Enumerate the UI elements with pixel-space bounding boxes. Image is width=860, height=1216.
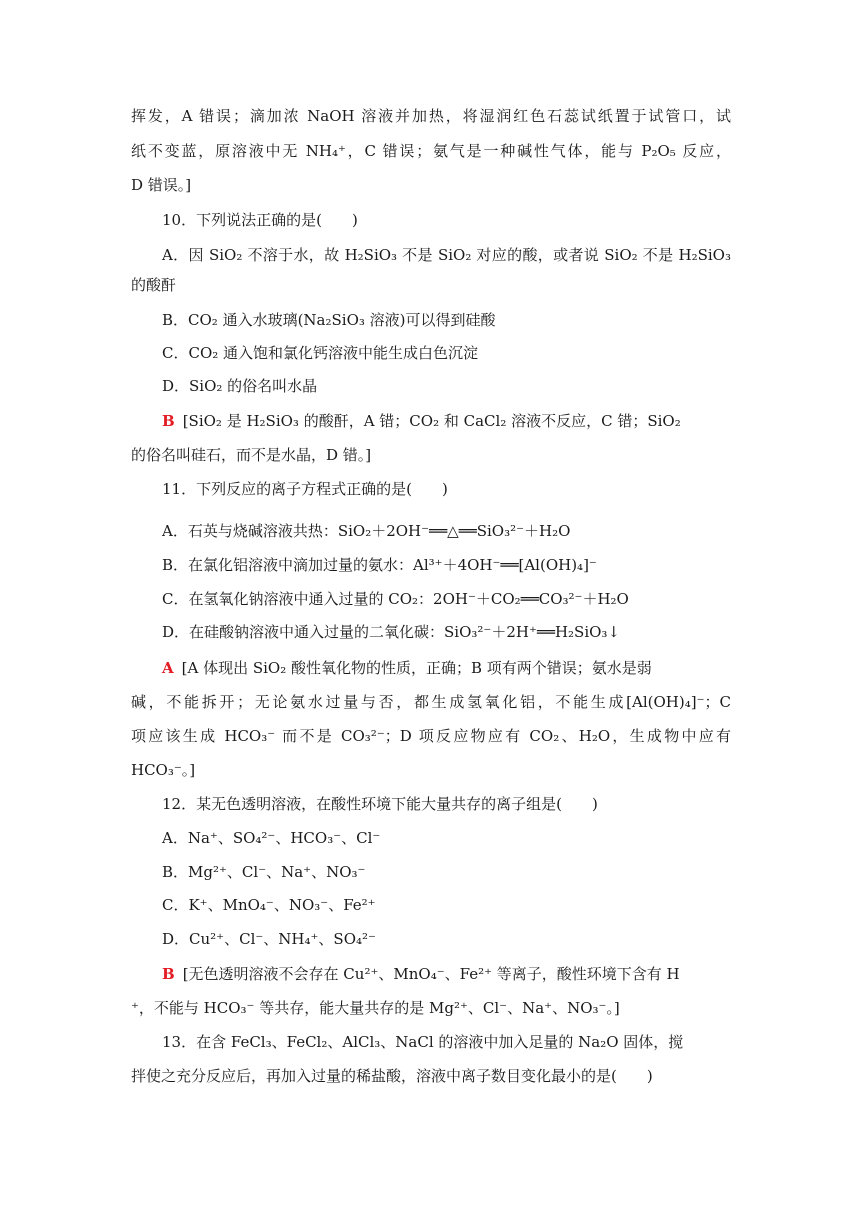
- answer-letter: B: [162, 965, 175, 983]
- option-b: B．在氯化铝溶液中滴加过量的氨水：Al³⁺＋4OH⁻══[Al(OH)₄]⁻: [162, 556, 597, 574]
- option-a: A．因 SiO₂ 不溶于水，故 H₂SiO₃ 不是 SiO₂ 对应的酸，或者说 SiO₂ 不是 H₂SiO₃: [162, 246, 731, 264]
- text-line: 的酸酐: [131, 276, 177, 294]
- text-line: ⁺，不能与 HCO₃⁻ 等共存，能大量共存的是 Mg²⁺、Cl⁻、Na⁺、NO₃⁻。]: [131, 999, 620, 1017]
- text-line: 碱，不能拆开；无论氨水过量与否，都生成氢氧化铝，不能生成[Al(OH)₄]⁻；C: [131, 693, 731, 711]
- answer-line: [162, 964, 680, 984]
- text-line: D 错误。]: [131, 176, 192, 194]
- question-11-stem: 11．下列反应的离子方程式正确的是( ): [162, 480, 448, 498]
- option-c: C．K⁺、MnO₄⁻、NO₃⁻、Fe²⁺: [162, 896, 376, 914]
- answer-explanation: [无色透明溶液不会存在 Cu²⁺、MnO₄⁻、Fe²⁺ 等离子，酸性环境下含有 H: [182, 965, 680, 983]
- text-line: 的俗名叫硅石，而不是水晶，D 错。]: [131, 446, 372, 464]
- option-c: C．CO₂ 通入饱和氯化钙溶液中能生成白色沉淀: [162, 344, 479, 362]
- text-line: HCO₃⁻。]: [131, 761, 196, 779]
- option-b: B．Mg²⁺、Cl⁻、Na⁺、NO₃⁻: [162, 863, 366, 881]
- answer-letter: B: [162, 412, 175, 430]
- answer-explanation: [A 体现出 SiO₂ 酸性氧化物的性质，正确；B 项有两个错误；氨水是弱: [181, 659, 652, 677]
- option-c: C．在氢氧化钠溶液中通入过量的 CO₂：2OH⁻＋CO₂══CO₃²⁻＋H₂O: [162, 590, 629, 608]
- text-line: 拌使之充分反应后，再加入过量的稀盐酸，溶液中离子数目变化最小的是( ): [131, 1067, 653, 1085]
- answer-letter: A: [162, 659, 174, 677]
- text-line: 项应该生成 HCO₃⁻ 而不是 CO₃²⁻；D 项反应物应有 CO₂、H₂O，生成物中应有: [131, 727, 731, 745]
- option-a: A．石英与烧碱溶液共热：SiO₂＋2OH⁻══△══SiO₃²⁻＋H₂O: [162, 522, 571, 540]
- question-12-stem: 12．某无色透明溶液，在酸性环境下能大量共存的离子组是( ): [162, 795, 598, 813]
- question-13-stem: 13．在含 FeCl₃、FeCl₂、AlCl₃、NaCl 的溶液中加入足量的 Na₂O 固体，搅: [162, 1033, 684, 1051]
- text-line: 纸不变蓝，原溶液中无 NH₄⁺，C 错误；氨气是一种碱性气体，能与 P₂O₅ 反应，: [131, 142, 731, 160]
- answer-line: [162, 411, 731, 431]
- option-d: D．SiO₂ 的俗名叫水晶: [162, 377, 318, 395]
- answer-line: [162, 658, 652, 678]
- option-b: B．CO₂ 通入水玻璃(Na₂SiO₃ 溶液)可以得到硅酸: [162, 311, 496, 329]
- question-10-stem: 10．下列说法正确的是( ): [162, 211, 358, 229]
- option-d: D．Cu²⁺、Cl⁻、NH₄⁺、SO₄²⁻: [162, 930, 376, 948]
- option-d: D．在硅酸钠溶液中通入过量的二氧化碳：SiO₃²⁻＋2H⁺══H₂SiO₃↓: [162, 623, 620, 641]
- text-line: 挥发，A 错误；滴加浓 NaOH 溶液并加热，将湿润红色石蕊试纸置于试管口，试: [131, 107, 731, 125]
- answer-explanation: [SiO₂ 是 H₂SiO₃ 的酸酐，A 错；CO₂ 和 CaCl₂ 溶液不反应，C 错；SiO₂: [182, 412, 681, 430]
- option-a: A．Na⁺、SO₄²⁻、HCO₃⁻、Cl⁻: [162, 829, 381, 847]
